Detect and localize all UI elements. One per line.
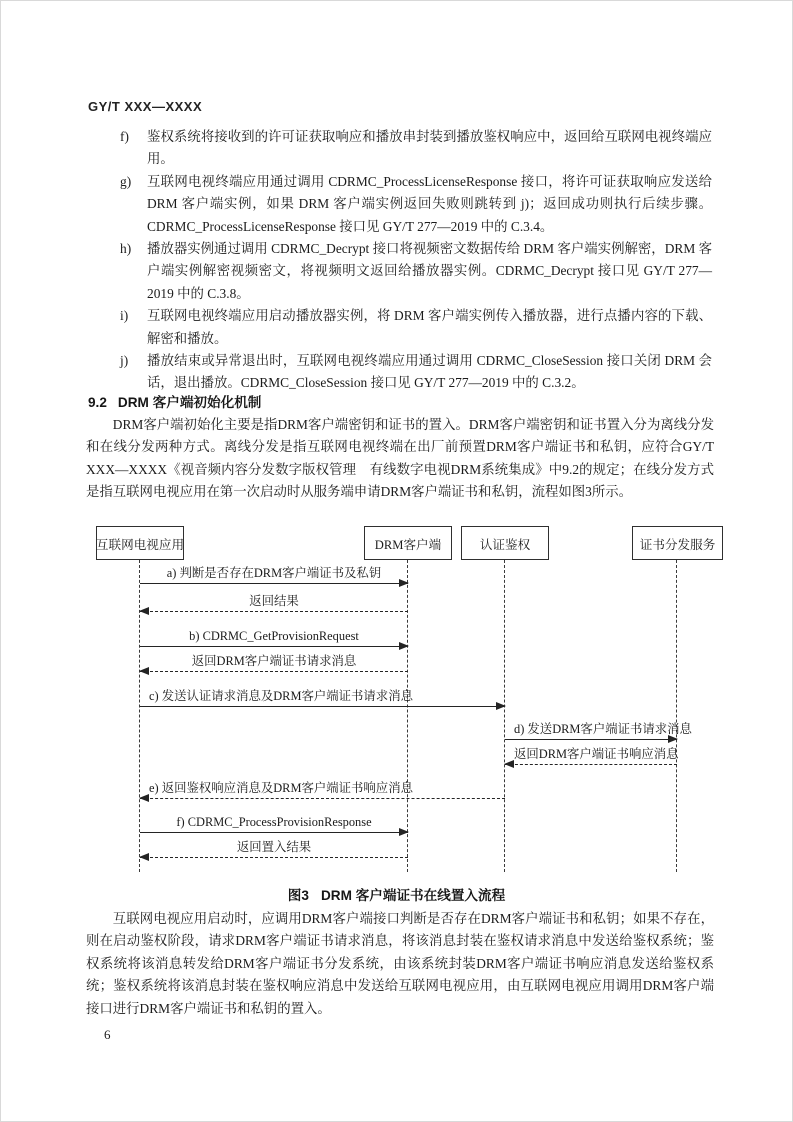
list-item-text: 互联网电视终端应用通过调用 CDRMC_ProcessLicenseResponse 接口，将许可证获取响应发送给 DRM 客户端实例，如果 DRM 客户端实例返回失败则跳转到 j)；返回成功则执行后续步骤。CDRMC_ProcessLicenseResponse 接口见 GY/T 277—2019 中的 C.3.4。 xyxy=(147,173,712,234)
figure-caption-label: 图3 xyxy=(287,888,309,903)
message-label: b) CDRMC_GetProvisionRequest xyxy=(189,629,359,643)
figure-caption xyxy=(0,884,793,904)
message-label: 返回置入结果 xyxy=(236,840,312,854)
message-label: e) 返回鉴权响应消息及DRM客户端证书响应消息 xyxy=(149,781,413,795)
message-label: d) 发送DRM客户端证书请求消息 xyxy=(514,722,692,736)
message-arrow-f xyxy=(140,815,408,833)
clause-list xyxy=(120,126,712,395)
actor-box-drm-client: DRM客户端 xyxy=(364,526,452,560)
list-marker: i) xyxy=(120,308,129,324)
section-paragraph: DRM客户端初始化主要是指DRM客户端密钥和证书的置入。DRM客户端密钥和证书置入分为离线分发和在线分发两种方式。离线分发是指互联网电视终端在出厂前预置DRM客户端证书和私钥，应符合GY/T XXX—XXXX《视音频内容分发数字版权管理 有线数字电视DRM系统集成》中9.2的规定；在线分发方式是指互联网电视应用在第一次启动时从服务端申请DRM客户端证书和私钥，流程如图3所示。 xyxy=(86,417,714,500)
list-item-text: 播放器实例通过调用 CDRMC_Decrypt 接口将视频密文数据传给 DRM 客户端实例解密，DRM 客户端实例解密视频密文，将视频明文返回给播放器实例。CDRMC_Decrypt 接口见 GY/T 277—2019 中的 C.3.8。 xyxy=(147,241,712,301)
list-item-text: 播放结束或异常退出时，互联网电视终端应用通过调用 CDRMC_CloseSession 接口关闭 DRM 会话，退出播放。CDRMC_CloseSession 接口见 GY/T 277—2019 中的 C.3.2。 xyxy=(147,353,712,391)
closing-paragraph: 互联网电视应用启动时，应调用DRM客户端接口判断是否存在DRM客户端证书和私钥；如果不存在，则在启动鉴权阶段，请求DRM客户端证书请求消息，将该消息封装在鉴权请求消息中发送给鉴权系统；鉴权系统将该消息转发给DRM客户端证书分发系统，由该系统封装DRM客户端证书响应消息发送给鉴权系统；鉴权系统将该消息封装在鉴权响应消息中发送给互联网电视应用，由互联网电视应用调用DRM客户端接口进行DRM客户端证书和私钥的置入。 xyxy=(86,911,714,1016)
message-label: 返回DRM客户端证书请求消息 xyxy=(191,654,357,668)
list-item xyxy=(120,171,712,238)
list-marker: j) xyxy=(120,353,129,369)
message-label: 返回结果 xyxy=(249,594,299,608)
actor-box-internet-tv-app: 互联网电视应用 xyxy=(96,526,184,560)
message-arrow-return-result xyxy=(140,594,408,612)
lifeline-auth xyxy=(504,560,505,872)
sequence-diagram xyxy=(0,523,793,875)
list-item xyxy=(120,350,712,395)
section-heading xyxy=(88,391,261,411)
message-label: 返回DRM客户端证书响应消息 xyxy=(514,747,679,761)
message-arrow-b xyxy=(140,629,408,647)
running-header: GY/T XXX—XXXX xyxy=(88,99,203,114)
message-label: f) CDRMC_ProcessProvisionResponse xyxy=(176,815,372,829)
list-item xyxy=(120,238,712,305)
message-arrow-a xyxy=(140,566,408,584)
message-label: c) 发送认证请求消息及DRM客户端证书请求消息 xyxy=(149,689,413,703)
message-label: a) 判断是否存在DRM客户端证书及私钥 xyxy=(166,566,382,580)
list-item xyxy=(120,126,712,171)
section-title: DRM 客户端初始化机制 xyxy=(117,395,262,410)
figure-caption-title: DRM 客户端证书在线置入流程 xyxy=(320,888,506,903)
list-item xyxy=(120,305,712,350)
lifeline-cert-service xyxy=(676,560,677,872)
message-arrow-return-cert-response xyxy=(505,747,679,765)
message-arrow-return-provision-result xyxy=(140,840,408,858)
list-marker: g) xyxy=(120,173,132,189)
actor-box-auth: 认证鉴权 xyxy=(461,526,549,560)
page-number: 6 xyxy=(104,1027,111,1042)
section-number: 9.2 xyxy=(88,395,107,410)
message-arrow-e xyxy=(140,781,505,799)
list-marker: h) xyxy=(120,241,132,257)
message-arrow-d xyxy=(505,722,692,740)
message-arrow-return-cert-request xyxy=(140,654,408,672)
list-marker: f) xyxy=(120,129,129,144)
lifeline-drm-client xyxy=(407,560,408,872)
list-item-text: 鉴权系统将接收到的许可证获取响应和播放串封装到播放鉴权响应中，返回给互联网电视终端应用。 xyxy=(147,129,712,167)
actor-box-cert-service: 证书分发服务 xyxy=(632,526,723,560)
list-item-text: 互联网电视终端应用启动播放器实例，将 DRM 客户端实例传入播放器，进行点播内容的下载、解密和播放。 xyxy=(147,308,712,346)
message-arrow-c xyxy=(140,689,505,707)
